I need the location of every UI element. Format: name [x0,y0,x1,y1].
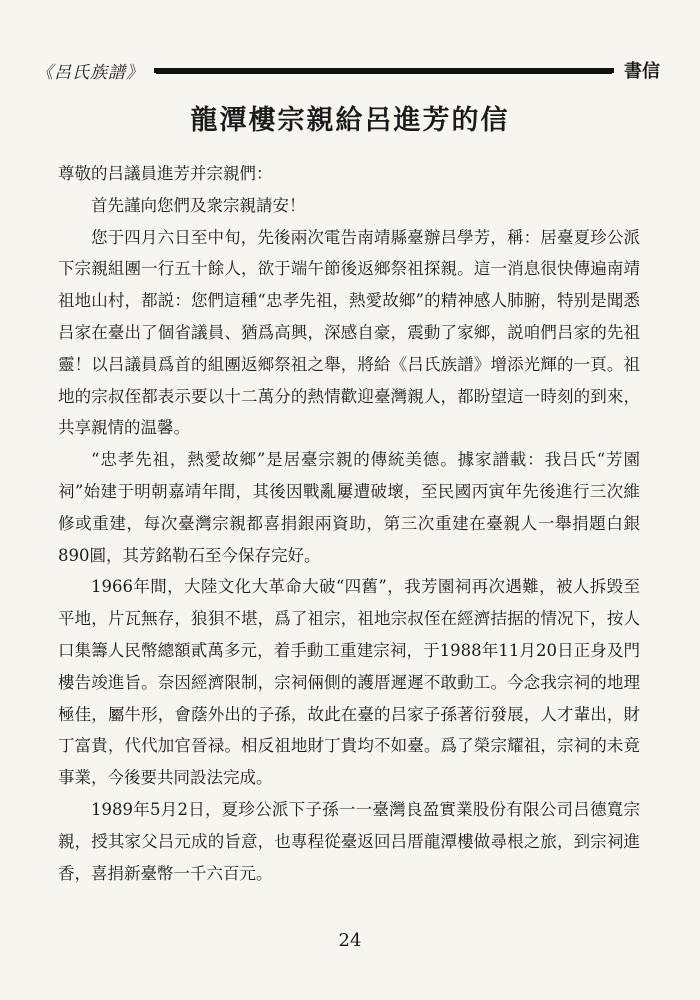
paragraph-3: “忠孝先祖，熱愛故鄉”是居臺宗親的傳統美德。據家譜載：我吕氏“芳園祠”始建于明朝嘉靖年間，其後因戰亂屢遭破壞，至民國丙寅年先後進行三次維修或重建，每次臺灣宗親都喜捐銀兩資助，第三次重建在臺親人一舉捐題白銀890圓，其芳銘勒石至今保存完好。 [58,450,640,565]
salutation: 尊敬的吕議員進芳并宗親們： [58,164,273,183]
letter-body [58,158,640,889]
book-title: 《呂氏族譜》 [36,62,144,83]
paragraph-5: 1989年5月2日，夏珍公派下子孫一一臺灣良盈實業股份有限公司吕德寬宗親，授其家父吕元成的旨意，也專程從臺返回吕厝龍潭樓做尋根之旅，到宗祠進香，喜捐新臺幣一千六百元。 [58,799,640,883]
letter-title: 龍潭樓宗親給呂進芳的信 [190,105,510,136]
paragraph-1: 首先謹向您們及衆宗親請安！ [91,195,306,215]
paragraph-4: 1966年間，大陸文化大革命大破“四舊”，我芳園祠再次遇難，被人拆毁至平地，片瓦無存，狼狽不堪，爲了祖宗，祖地宗叔侄在經濟拮据的情况下，按人口集籌人民幣總額貳萬多元，着手動工重建宗祠，于1988年11月20日正身及門樓告竣進旨。奈因經濟限制，宗祠倆側的護厝遲遲不敢動工。今念我宗祠的地理極佳，屬牛形，會蔭外出的子孫，故此在臺的吕家子孫著衍發展，人才輩出，財丁富貴，代代加官晉禄。相反祖地財丁貴均不如臺。爲了榮宗耀祖，宗祠的未竟事業，今後要共同設法完成。 [58,577,640,788]
page-number: 24 [338,930,362,951]
paragraph-2: 您于四月六日至中旬，先後兩次電告南靖縣臺辦吕學芳，稱：居臺夏珍公派下宗親組團一行五十餘人，欲于端午節後返鄉祭祖探親。這一消息很快傳遍南靖祖地山村，都説：您們這種“忠孝先祖，熱愛故鄉”的精神感人肺腑，特别是聞悉吕家在臺出了個省議員、猶爲高興，深感自豪，震動了家鄉，説咱們吕家的先祖靈！以吕議員爲首的組團返鄉祭祖之舉，將給《吕氏族譜》增添光輝的一頁。祖地的宗叔侄都表示要以十二萬分的熱情歡迎臺灣親人，都盼望這一時刻的到來，共享親情的温馨。 [58,227,640,438]
section-label: 書信 [624,61,660,82]
header-rule [154,68,614,73]
running-header [36,56,660,84]
